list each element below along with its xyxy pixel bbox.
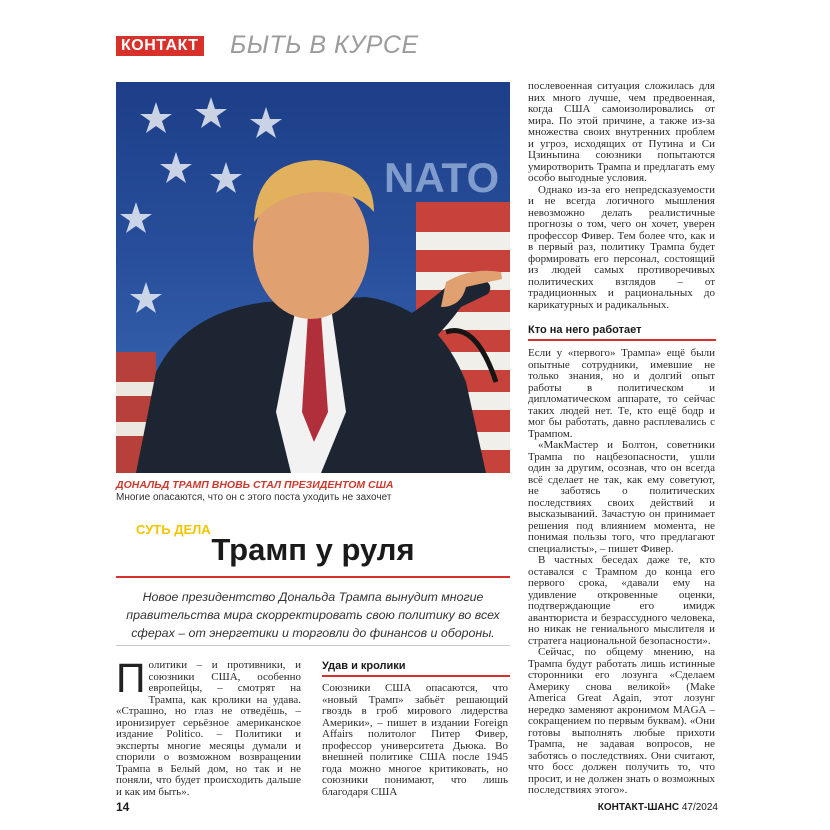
column-b [322, 683, 508, 798]
column-c2-paragraph: Если у «первого» Трампа» ещё были опытные сотрудники, имевшие не только знания, но и долгий опыт работы в политическом и дипломатическом аппарате, то сейчас таких людей нет. Те, кто ещё бодр и мог бы работать, давно расплевались с Трампом. [528, 347, 715, 440]
section-rubric: БЫТЬ В КУРСЕ [230, 31, 419, 59]
subhead-udav: Удав и кролики [322, 660, 406, 672]
page-number: 14 [116, 800, 130, 814]
article-headline: Трамп у руля [211, 532, 415, 567]
column-c2-paragraph: В частных беседах даже те, кто оставался с Трампом до конца его первого срока, «давали ему на удивление откровенные оценки, подтверждающие его имидж авантюриста и безрассудного человека, но никак не гениального мыслителя и стратега национальной безопасности». [528, 554, 715, 647]
nato-sign-text: NATO [384, 154, 500, 201]
brand-logo: КОНТАКТ [116, 36, 204, 56]
column-a [116, 655, 301, 798]
column-a-paragraph [116, 655, 301, 798]
column-c [528, 81, 715, 311]
column-c-continued [528, 348, 715, 797]
photo-caption-title: ДОНАЛЬД ТРАМП ВНОВЬ СТАЛ ПРЕЗИДЕНТОМ США [116, 479, 394, 491]
subhead-rule [528, 339, 716, 341]
column-c-paragraph: послевоенная ситуация сложилась для них много лучше, чем предвоенная, когда США самоизолировались от мира. По этой причине, а также из-за множества своих внутренних проблем и угроз, исходящих от Путина и Си Цзиньпина союзники попытаются умиротворить Трампа и предлагать ему особо выгодные условия. [528, 80, 715, 184]
column-b-text: Союзники США опасаются, что «новый Трамп» забьёт решающий гвоздь в гроб мирового лидерства Америки», – пишет в издании Foreign Affairs политолог Питер Фивер, профессор университета Дьюка. Во внешней политике США после 1945 года можно многое критиковать, но союзники понимают, что лишь благодаря США [322, 682, 508, 798]
drop-cap: П [116, 655, 146, 701]
photo-caption-subtitle: Многие опасаются, что он с этого поста уходить не захочет [116, 492, 392, 503]
column-c-paragraph: Однако из-за его непредсказуемости и не всегда логичного мышления невозможно делать реалистичные прогнозы о том, чего он хочет, уверен профессор Фивер. Тем более что, как и в первый раз, политику Трампа будет формировать его персонал, состоящий из людей самых противоречивых политических взглядов – от традиционных и рациональных до карикатурных и радикальных. [528, 183, 715, 311]
column-c2-paragraph: Сейчас, по общему мнению, на Трампа будут работать лишь истинные сторонники его лозунга «Сделаем Америку снова великой» (Make America Great Again, этот лозунг нередко заменяют акронимом MAGA – сокращением по первым буквам). «Они готовы выполнять любые прихоти Трампа, не задавая вопросов, не заботясь о последствиях. Они считают, что босс должен получить то, что просит, и не должен знать о возможных последствиях этого». [528, 646, 715, 796]
footer-publication [598, 802, 718, 813]
column-a-text: олитики – и противники, и союзники США, особенно европейцы, – смотрят на Трампа, как кролики на удава. «Страшно, но глаз не отведёшь, – иронизирует серьёзное американское издание Politico. – Политики и эксперты многие месяцы думали и спорили о возможном возвращении Трампа в Белый дом, но так и не поняли, что будет происходить дальше и как им быть». [116, 659, 301, 798]
lead-divider [116, 645, 510, 646]
footer-publication-name: КОНТАКТ-ШАНС [597, 802, 680, 813]
article-lead: Новое президентство Дональда Трампа вынудит многие правительства мира скорректировать свою политику во всех сферах – от энергетики и торговли до финансов и обороны. [126, 590, 500, 640]
photo-illustration [116, 82, 510, 473]
magazine-page [82, 0, 748, 830]
column-c2-paragraph: «МакМастер и Болтон, советники Трампа по нацбезопасности, ушли один за другим, осознав, что он всегда всё сделает не так, как ему советуют, не заботясь о политических последствиях своих действий и высказываний. Зачастую он принимает решения под влиянием момента, не понимая пользы того, что предлагают специалисты», – пишет Фивер. [528, 439, 715, 555]
subhead-rule [322, 675, 510, 677]
headline-divider [116, 576, 510, 578]
photo-tag: СУТЬ ДЕЛА [136, 522, 211, 537]
subhead-who-works: Кто на него работает [528, 324, 642, 336]
footer-issue: 47/2024 [681, 802, 718, 813]
